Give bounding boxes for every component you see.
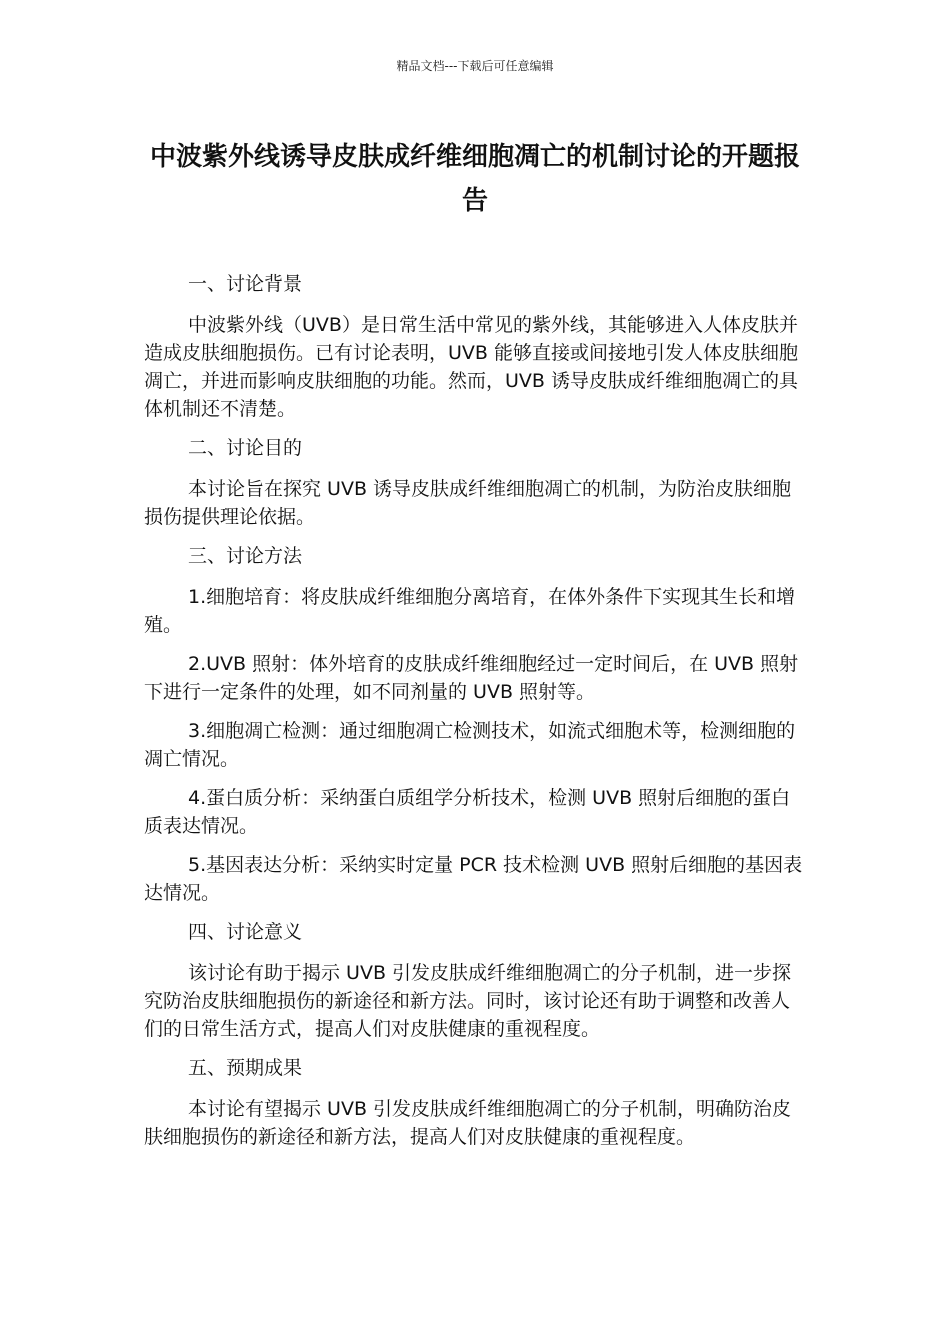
method-item-uvb-irradiation: 2.UVB 照射：体外培育的皮肤成纤维细胞经过一定时间后，在 UVB 照射下进行一定条件的处理，如不同剂量的 UVB 照射等。 <box>144 653 799 703</box>
header-note: 精品文档---下载后可任意编辑 <box>396 59 554 73</box>
section-heading-background: 一、讨论背景 <box>188 273 303 295</box>
method-item-protein-analysis: 4.蛋白质分析：采纳蛋白质组学分析技术，检测 UVB 照射后细胞的蛋白质表达情况。 <box>144 787 791 837</box>
document-body <box>144 270 808 1162</box>
section-heading-purpose: 二、讨论目的 <box>188 437 303 459</box>
document-title: 中波紫外线诱导皮肤成纤维细胞凋亡的机制讨论的开题报告 <box>149 142 800 216</box>
paragraph-background: 中波紫外线（UVB）是日常生活中常见的紫外线，其能够进入人体皮肤并造成皮肤细胞损伤。已有讨论表明，UVB 能够直接或间接地引发人体皮肤细胞凋亡，并进而影响皮肤细胞的功能。然而，UVB 诱导皮肤成纤维细胞凋亡的具体机制还不清楚。 <box>144 314 798 420</box>
method-item-cell-culture: 1.细胞培育：将皮肤成纤维细胞分离培育，在体外条件下实现其生长和增殖。 <box>144 586 796 636</box>
section-heading-methods: 三、讨论方法 <box>188 545 303 567</box>
paragraph-outcomes: 本讨论有望揭示 UVB 引发皮肤成纤维细胞凋亡的分子机制，明确防治皮肤细胞损伤的新途径和新方法，提高人们对皮肤健康的重视程度。 <box>144 1098 792 1148</box>
section-heading-outcomes: 五、预期成果 <box>188 1057 303 1079</box>
method-item-apoptosis-detection: 3.细胞凋亡检测：通过细胞凋亡检测技术，如流式细胞术等，检测细胞的凋亡情况。 <box>144 720 796 770</box>
method-item-gene-expression: 5.基因表达分析：采纳实时定量 PCR 技术检测 UVB 照射后细胞的基因表达情况。 <box>144 854 803 904</box>
paragraph-significance: 该讨论有助于揭示 UVB 引发皮肤成纤维细胞凋亡的分子机制，进一步探究防治皮肤细胞损伤的新途径和新方法。同时，该讨论还有助于调整和改善人们的日常生活方式，提高人们对皮肤健康的重视程度。 <box>144 962 792 1040</box>
section-heading-significance: 四、讨论意义 <box>188 921 303 943</box>
paragraph-purpose: 本讨论旨在探究 UVB 诱导皮肤成纤维细胞凋亡的机制，为防治皮肤细胞损伤提供理论依据。 <box>144 478 792 528</box>
